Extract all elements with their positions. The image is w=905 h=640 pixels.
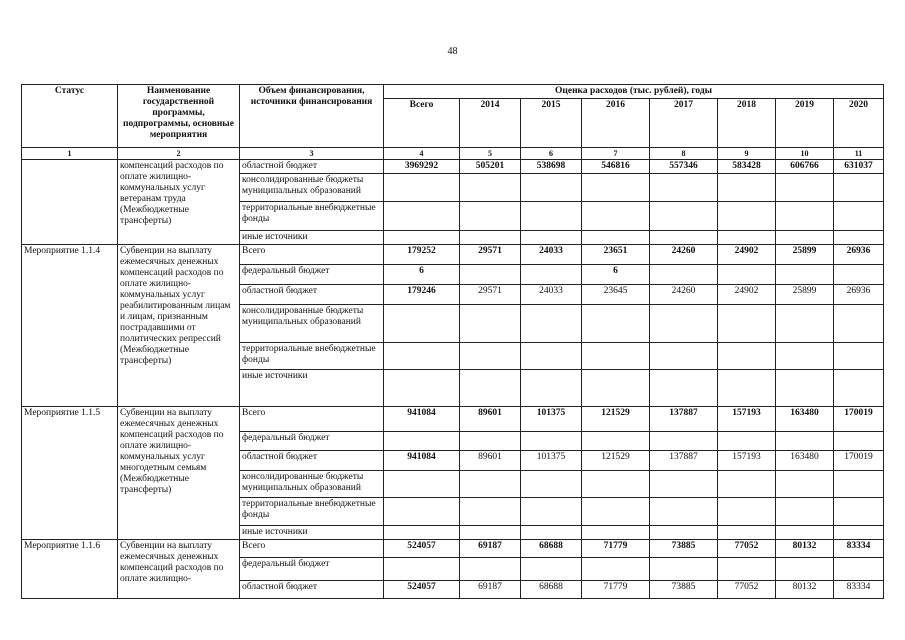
column-number: 7 [582,148,650,160]
row-value [718,558,776,581]
row-value: 68688 [521,540,582,558]
header-name: Наименование государственной программы, подпрограммы, основные мероприятия [118,85,240,148]
row-value: 546816 [582,160,650,174]
row-value: 121529 [582,451,650,471]
row-value: 157193 [718,407,776,432]
row-program-name: Субвенции на выплату ежемесячных денежных компенсаций расходов по оплате жилищно-коммунальных услуг многодетным семьям (Межбюджетные трансферты) [118,407,240,540]
row-value [650,471,718,498]
row-value [521,174,582,202]
row-value [776,174,834,202]
row-value: 121529 [582,407,650,432]
row-value [384,432,460,451]
row-value: 941084 [384,407,460,432]
row-value [718,231,776,245]
column-number: 9 [718,148,776,160]
row-value [650,265,718,285]
row-value [776,343,834,370]
row-source-label: областной бюджет [240,451,384,471]
row-value [582,526,650,540]
row-value [582,174,650,202]
row-source-label: областной бюджет [240,160,384,174]
row-source-label: Всего [240,245,384,265]
column-number: 4 [384,148,460,160]
row-value [384,526,460,540]
table-row [22,245,884,265]
row-value: 26936 [834,245,884,265]
row-value [834,471,884,498]
row-value [521,370,582,407]
row-value: 71779 [582,540,650,558]
header-financing: Объем финансирования, источники финансирования [240,85,384,148]
header-estimate: Оценка расходов (тыс. рублей), годы [384,85,884,99]
row-value [834,305,884,343]
row-source-label: областной бюджет [240,581,384,599]
row-value [521,558,582,581]
row-source-label: консолидированные бюджеты муниципальных образований [240,305,384,343]
row-source-label: областной бюджет [240,285,384,305]
row-value: 26936 [834,285,884,305]
row-value [776,202,834,231]
header-year-2020: 2020 [834,99,884,148]
row-value [718,305,776,343]
row-value [521,498,582,526]
row-value: 606766 [776,160,834,174]
row-value [650,231,718,245]
row-value: 179252 [384,245,460,265]
row-source-label: федеральный бюджет [240,432,384,451]
row-value: 24260 [650,285,718,305]
row-value [460,202,521,231]
row-value [582,202,650,231]
row-value: 101375 [521,407,582,432]
row-value [718,432,776,451]
header-year-2016: 2016 [582,99,650,148]
row-source-label: иные источники [240,526,384,540]
row-value: 24902 [718,245,776,265]
table-row [22,407,884,432]
row-value [718,498,776,526]
row-value: 137887 [650,407,718,432]
row-value [650,202,718,231]
row-value: 524057 [384,540,460,558]
row-value [460,265,521,285]
row-source-label: федеральный бюджет [240,265,384,285]
row-source-label: консолидированные бюджеты муниципальных образований [240,174,384,202]
row-value [650,305,718,343]
row-source-label: Всего [240,540,384,558]
row-value [834,370,884,407]
row-value [650,174,718,202]
column-number: 1 [22,148,118,160]
row-value [650,432,718,451]
row-value: 631037 [834,160,884,174]
row-value [776,498,834,526]
row-value [718,343,776,370]
row-source-label: территориальные внебюджетные фонды [240,202,384,231]
row-value [384,231,460,245]
row-value: 163480 [776,451,834,471]
row-source-label: консолидированные бюджеты муниципальных образований [240,471,384,498]
row-value [582,231,650,245]
row-value [460,558,521,581]
column-number: 5 [460,148,521,160]
row-value: 23651 [582,245,650,265]
row-value [521,231,582,245]
row-value: 6 [384,265,460,285]
row-source-label: федеральный бюджет [240,558,384,581]
row-value [718,471,776,498]
row-status [22,160,118,245]
row-value [384,558,460,581]
row-value: 69187 [460,540,521,558]
row-value: 77052 [718,540,776,558]
row-value [650,343,718,370]
row-value: 71779 [582,581,650,599]
column-number: 10 [776,148,834,160]
row-value [650,370,718,407]
row-value: 25899 [776,285,834,305]
row-value [460,370,521,407]
row-value [582,370,650,407]
row-value [460,343,521,370]
row-value [521,202,582,231]
row-status: Мероприятие 1.1.6 [22,540,118,599]
row-value: 89601 [460,451,521,471]
row-value: 163480 [776,407,834,432]
header-year-2018: 2018 [718,99,776,148]
row-value: 6 [582,265,650,285]
row-value: 3969292 [384,160,460,174]
row-value [582,343,650,370]
column-number: 8 [650,148,718,160]
row-value [521,471,582,498]
row-value: 68688 [521,581,582,599]
row-value [834,343,884,370]
row-value [834,498,884,526]
row-value: 179246 [384,285,460,305]
row-value: 557346 [650,160,718,174]
row-value: 524057 [384,581,460,599]
header-year-2015: 2015 [521,99,582,148]
row-value [776,231,834,245]
row-value [776,432,834,451]
row-value: 80132 [776,540,834,558]
row-value [834,231,884,245]
row-source-label: Всего [240,407,384,432]
row-value [718,265,776,285]
row-value [521,432,582,451]
row-value: 170019 [834,451,884,471]
row-value [650,526,718,540]
row-program-name: компенсаций расходов по оплате жилищно-коммунальных услуг ветеранам труда (Межбюджетные трансферты) [118,160,240,245]
row-status: Мероприятие 1.1.4 [22,245,118,407]
row-value: 73885 [650,581,718,599]
row-value [384,471,460,498]
row-value [582,305,650,343]
row-value [718,370,776,407]
row-value [460,174,521,202]
header-year-2014: 2014 [460,99,521,148]
expenditure-table [21,84,884,599]
row-program-name: Субвенции на выплату ежемесячных денежных компенсаций расходов по оплате жилищно- [118,540,240,599]
row-value: 83334 [834,581,884,599]
row-status: Мероприятие 1.1.5 [22,407,118,540]
row-source-label: иные источники [240,370,384,407]
table-row [22,160,884,174]
row-value: 80132 [776,581,834,599]
row-value [776,471,834,498]
row-value [384,370,460,407]
row-value: 24902 [718,285,776,305]
row-value [834,174,884,202]
row-value: 25899 [776,245,834,265]
table-row [22,540,884,558]
row-value [582,558,650,581]
row-value [384,498,460,526]
row-value: 29571 [460,285,521,305]
row-value [460,471,521,498]
row-value [834,558,884,581]
column-number: 11 [834,148,884,160]
row-value [718,202,776,231]
row-value [718,526,776,540]
header-year-2017: 2017 [650,99,718,148]
row-value [650,498,718,526]
header-status: Статус [22,85,118,148]
row-value: 73885 [650,540,718,558]
row-value: 505201 [460,160,521,174]
header-year-2019: 2019 [776,99,834,148]
row-value [776,370,834,407]
row-value [384,174,460,202]
row-value [384,343,460,370]
row-value: 137887 [650,451,718,471]
row-value [776,558,834,581]
row-value [521,343,582,370]
row-value [650,558,718,581]
row-value [776,305,834,343]
row-value [776,526,834,540]
row-value: 23645 [582,285,650,305]
row-value [582,498,650,526]
row-value [384,202,460,231]
row-value [582,471,650,498]
row-value: 24033 [521,285,582,305]
row-value [460,305,521,343]
column-number: 3 [240,148,384,160]
row-value: 24260 [650,245,718,265]
row-value: 101375 [521,451,582,471]
column-number: 2 [118,148,240,160]
row-value [834,202,884,231]
row-value [460,432,521,451]
row-value [776,265,834,285]
row-value: 89601 [460,407,521,432]
row-value [384,305,460,343]
page-number: 48 [447,46,458,57]
row-source-label: территориальные внебюджетные фонды [240,498,384,526]
row-value [834,526,884,540]
row-value: 77052 [718,581,776,599]
row-value [460,526,521,540]
header-year-total: Всего [384,99,460,148]
column-number-row [22,148,884,160]
row-value [834,265,884,285]
row-value: 170019 [834,407,884,432]
row-source-label: иные источники [240,231,384,245]
row-value: 83334 [834,540,884,558]
row-source-label: территориальные внебюджетные фонды [240,343,384,370]
row-value [521,526,582,540]
row-value: 583428 [718,160,776,174]
row-value: 69187 [460,581,521,599]
row-program-name: Субвенции на выплату ежемесячных денежных компенсаций расходов по оплате жилищно-коммунальных услуг реабилитированным лицам и лицам, признанным пострадавшими от политических репрессий (Межбюджетные трансферты) [118,245,240,407]
row-value [521,265,582,285]
row-value [834,432,884,451]
row-value: 29571 [460,245,521,265]
row-value [582,432,650,451]
row-value [460,498,521,526]
row-value: 941084 [384,451,460,471]
row-value: 157193 [718,451,776,471]
row-value [718,174,776,202]
row-value [521,305,582,343]
column-number: 6 [521,148,582,160]
row-value: 24033 [521,245,582,265]
row-value: 538698 [521,160,582,174]
row-value [460,231,521,245]
